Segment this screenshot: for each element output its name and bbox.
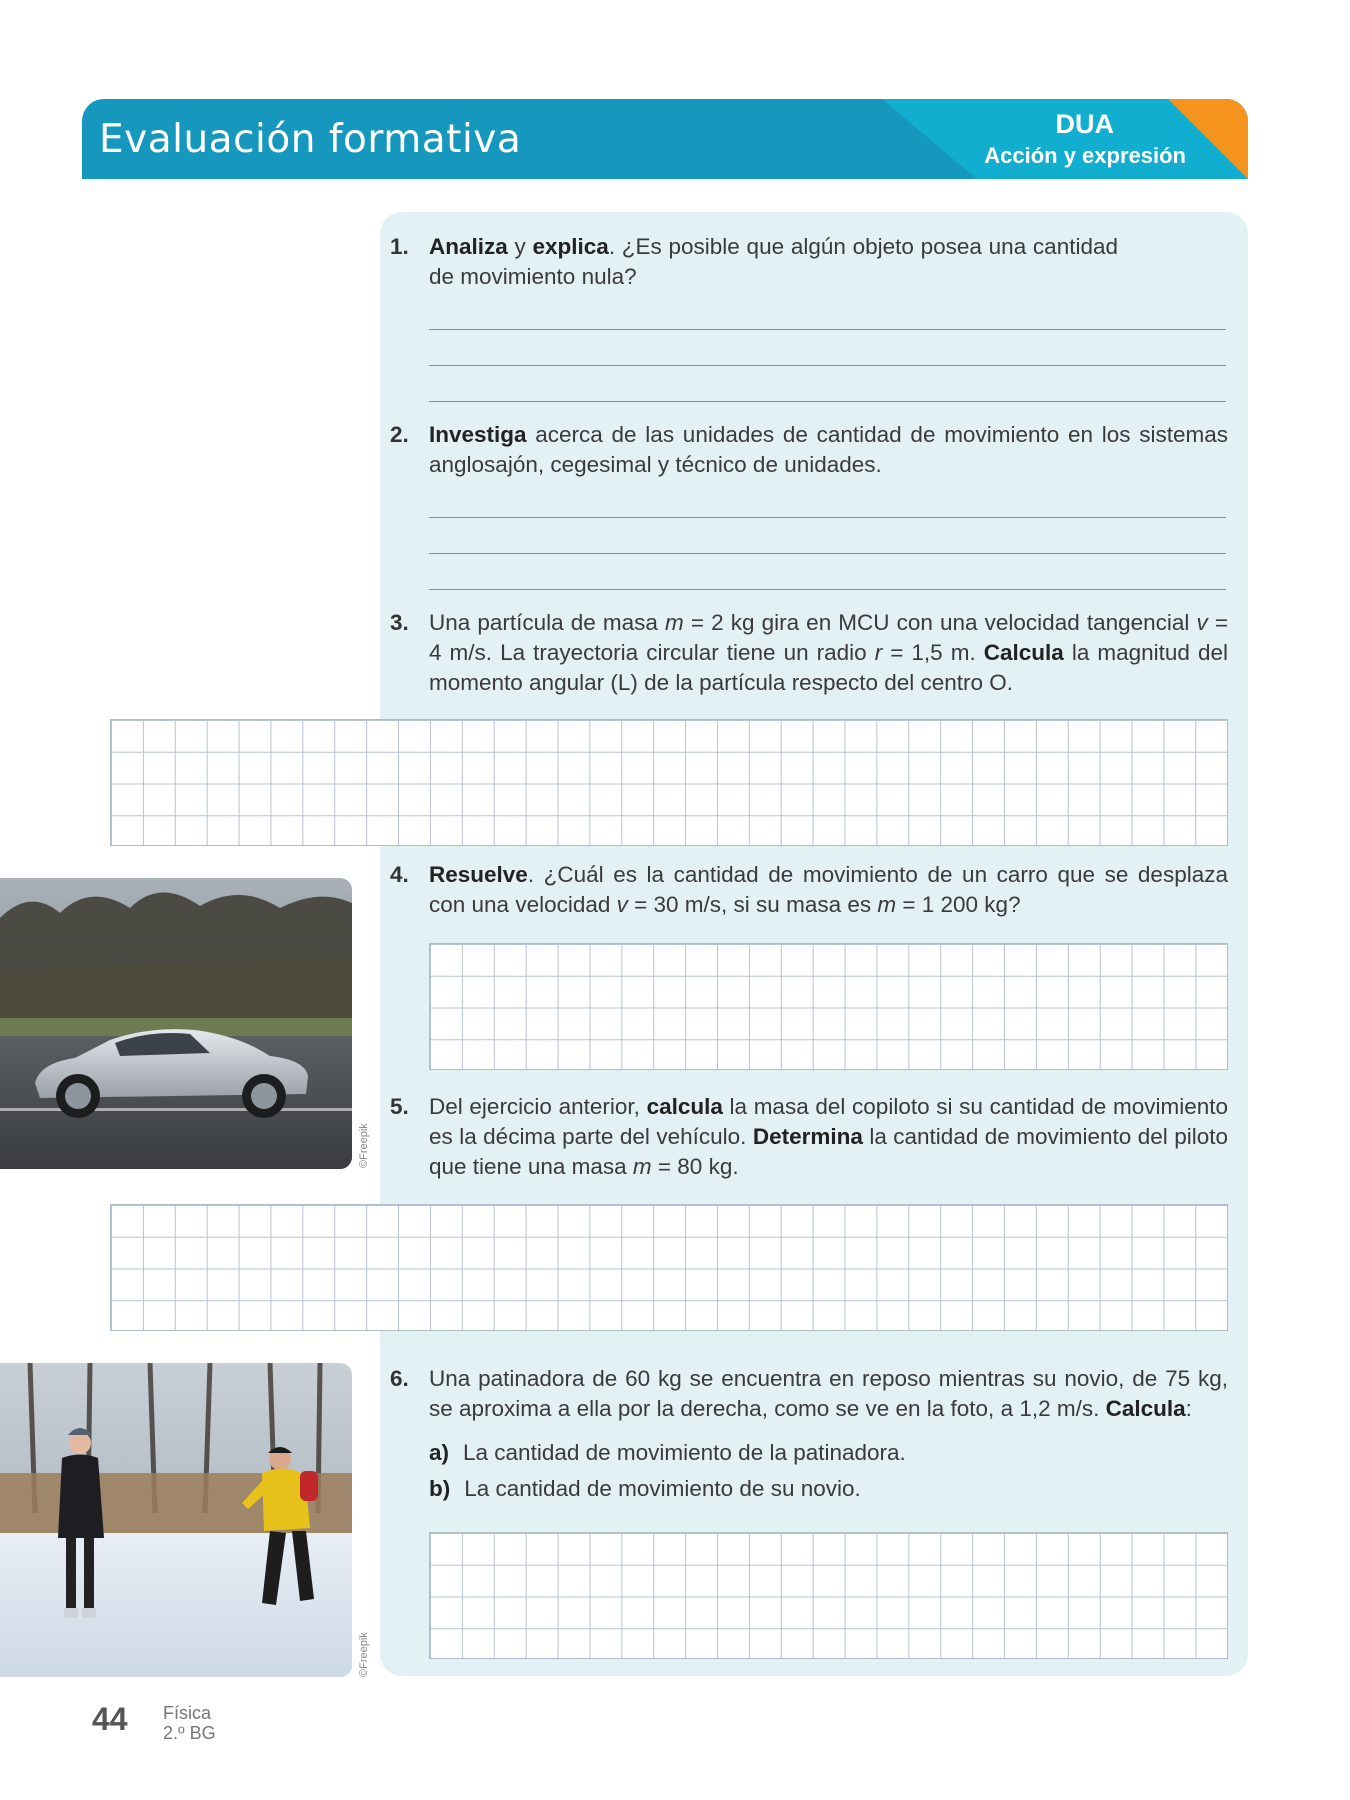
question-1 bbox=[390, 232, 1118, 292]
question-number: 1. bbox=[390, 234, 409, 259]
answer-line[interactable] bbox=[429, 401, 1226, 402]
emphasis-bold: Resuelve bbox=[429, 862, 528, 887]
subitem-text: La cantidad de movimiento de su novio. bbox=[464, 1476, 861, 1501]
text-run: acerca de las unidades de cantidad de movimiento en los sistemas anglosajón, cegesimal y técnico de unidades. bbox=[429, 422, 1228, 477]
question-number: 6. bbox=[390, 1366, 409, 1391]
section-header bbox=[82, 99, 1248, 179]
text-run: = 30 m/s, si su masa es bbox=[627, 892, 878, 917]
text-run: y bbox=[507, 234, 533, 259]
dua-title: DUA bbox=[1055, 109, 1114, 139]
subject-name: Física bbox=[163, 1703, 212, 1723]
emphasis-bold: Calcula bbox=[983, 640, 1064, 665]
variable-italic: r bbox=[874, 640, 883, 665]
text-run: . ¿Cuál es la cantidad de movimiento de un carro que se desplaza con una velocidad bbox=[429, 862, 1228, 917]
question-text bbox=[429, 1092, 1228, 1182]
question-4 bbox=[390, 860, 1228, 920]
text-run: Una patinadora de 60 kg se encuentra en reposo mientras su novio, de 75 kg, se aproxima a ella por la derecha, como se ve en la foto, a 1,2 m/s. bbox=[429, 1366, 1228, 1421]
answer-line[interactable] bbox=[429, 517, 1226, 518]
variable-italic: m bbox=[632, 1154, 652, 1179]
text-run: Una partícula de masa bbox=[429, 610, 666, 635]
question-text bbox=[429, 860, 1228, 920]
text-run: = 1,5 m. bbox=[882, 640, 984, 665]
skaters-image bbox=[0, 1363, 352, 1677]
answer-grid-3[interactable] bbox=[110, 719, 1228, 846]
question-text bbox=[429, 232, 1118, 292]
text-run: . ¿Es posible que algún objeto posea una cantidad de movimiento nula? bbox=[429, 234, 1118, 289]
answer-line[interactable] bbox=[429, 365, 1226, 366]
variable-italic: m bbox=[665, 610, 684, 635]
answer-grid-5[interactable] bbox=[110, 1204, 1228, 1331]
emphasis-bold: explica bbox=[532, 234, 609, 259]
skaters-photo bbox=[0, 1363, 352, 1677]
subitem-label: b) bbox=[429, 1476, 451, 1501]
question-3 bbox=[390, 608, 1228, 698]
question-6 bbox=[390, 1364, 1228, 1424]
subitem-text: La cantidad de movimiento de la patinadora. bbox=[463, 1440, 906, 1465]
car-photo bbox=[0, 878, 352, 1169]
emphasis-bold: Determina bbox=[752, 1124, 863, 1149]
answer-line[interactable] bbox=[429, 589, 1226, 590]
question-text bbox=[429, 608, 1228, 698]
question-number: 3. bbox=[390, 610, 409, 635]
emphasis-bold: Calcula bbox=[1105, 1396, 1186, 1421]
question-number: 4. bbox=[390, 862, 409, 887]
emphasis-bold: Analiza bbox=[429, 234, 508, 259]
subitem-a bbox=[429, 1440, 906, 1466]
answer-line[interactable] bbox=[429, 553, 1226, 554]
subitem-label: a) bbox=[429, 1440, 450, 1465]
subitem-b bbox=[429, 1476, 861, 1502]
question-text bbox=[429, 420, 1228, 480]
variable-italic: v bbox=[1196, 610, 1208, 635]
text-run: la magnitud del momento angular (L) de la partícula respecto del centro O. bbox=[429, 640, 1228, 695]
text-run: = 2 kg gira en MCU con una velocidad tangencial bbox=[683, 610, 1197, 635]
question-text bbox=[429, 1364, 1228, 1424]
emphasis-bold: calcula bbox=[646, 1094, 723, 1119]
emphasis-bold: Investiga bbox=[429, 422, 527, 447]
question-2 bbox=[390, 420, 1228, 480]
photo-credit: ©Freepik bbox=[358, 1632, 370, 1677]
question-5 bbox=[390, 1092, 1228, 1182]
page-number: 44 bbox=[92, 1701, 128, 1737]
answer-grid-6[interactable] bbox=[429, 1532, 1228, 1659]
dua-subtitle: Acción y expresión bbox=[984, 143, 1186, 168]
text-run: = 1 200 kg? bbox=[896, 892, 1021, 917]
grade-level: 2.º BG bbox=[163, 1723, 216, 1743]
footer-subject bbox=[163, 1703, 216, 1743]
question-number: 5. bbox=[390, 1094, 409, 1119]
question-number: 2. bbox=[390, 422, 409, 447]
text-run: la masa del copiloto si su cantidad de movimiento es la décima parte del vehículo. bbox=[429, 1094, 1229, 1149]
text-run: : bbox=[1185, 1396, 1192, 1421]
variable-italic: m bbox=[877, 892, 897, 917]
text-run: la cantidad de movimiento del piloto que tiene una masa bbox=[429, 1124, 1228, 1179]
section-title: Evaluación formativa bbox=[99, 117, 522, 162]
photo-credit: ©Freepik bbox=[358, 1123, 370, 1168]
text-run: Del ejercicio anterior, bbox=[429, 1094, 647, 1119]
answer-grid-4[interactable] bbox=[429, 943, 1228, 1070]
answer-line[interactable] bbox=[429, 329, 1226, 330]
text-run: = 4 m/s. La trayectoria circular tiene un radio bbox=[429, 610, 1228, 665]
text-run: = 80 kg. bbox=[651, 1154, 739, 1179]
car-image bbox=[0, 878, 352, 1169]
variable-italic: v bbox=[616, 892, 628, 917]
